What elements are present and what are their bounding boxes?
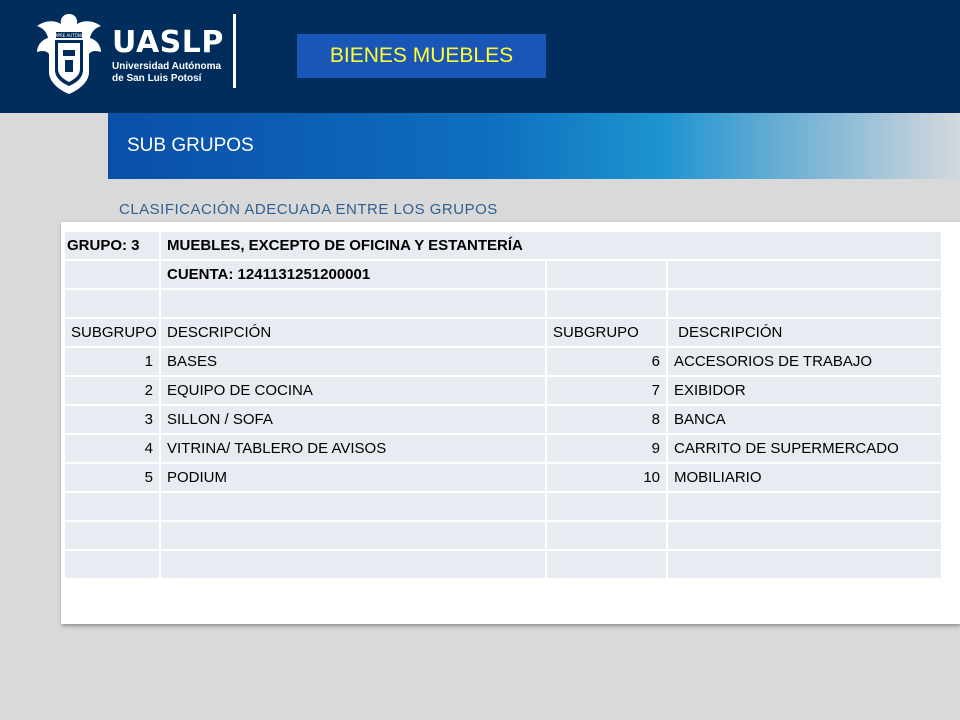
subgroup-description: CARRITO DE SUPERMERCADO — [667, 434, 942, 463]
subgroup-number: 4 — [64, 434, 160, 463]
logo-subtitle-line2: de San Luis Potosí — [112, 73, 202, 84]
table-row — [64, 347, 942, 376]
cuenta-label: CUENTA: 1241131251200001 — [160, 260, 546, 289]
subgroup-description: EQUIPO DE COCINA — [160, 376, 546, 405]
column-header-descripcion: DESCRIPCIÓN — [160, 318, 546, 347]
column-header-descripcion-2: DESCRIPCIÓN — [667, 318, 942, 347]
logo-name: UASLP — [112, 25, 224, 60]
group-label: GRUPO: 3 — [64, 231, 160, 260]
page-title: BIENES MUEBLES — [329, 44, 514, 67]
table-row — [64, 405, 942, 434]
subgroup-description: BASES — [160, 347, 546, 376]
table-row — [64, 463, 942, 492]
subgroup-description: PODIUM — [160, 463, 546, 492]
subgroup-number: 5 — [64, 463, 160, 492]
subgroup-number: 1 — [64, 347, 160, 376]
subgroup-number: 7 — [546, 376, 667, 405]
header-bar — [0, 0, 960, 113]
subgroups-table — [63, 230, 943, 580]
logo-divider — [233, 14, 236, 88]
table-row — [64, 376, 942, 405]
page-title-box — [297, 34, 546, 78]
subgroup-number: 9 — [546, 434, 667, 463]
empty-row — [64, 492, 942, 521]
section-subtitle: CLASIFICACIÓN ADECUADA ENTRE LOS GRUPOS — [119, 201, 498, 218]
empty-row — [64, 289, 942, 318]
subgroup-description: MOBILIARIO — [667, 463, 942, 492]
subgroup-number: 10 — [546, 463, 667, 492]
seal-banner-text: SIEMPRE AUTÓNOMA — [47, 33, 91, 38]
subgroup-number: 2 — [64, 376, 160, 405]
cuenta-row — [64, 260, 942, 289]
table-panel — [61, 222, 960, 624]
empty-row — [64, 521, 942, 550]
group-name: MUEBLES, EXCEPTO DE OFICINA Y ESTANTERÍA — [160, 231, 942, 260]
column-header-subgrupo-2: SUBGRUPO — [546, 318, 667, 347]
section-title: SUB GRUPOS — [127, 135, 254, 156]
subgroup-description: EXIBIDOR — [667, 376, 942, 405]
subgroup-description: BANCA — [667, 405, 942, 434]
subgroup-number: 6 — [546, 347, 667, 376]
section-band — [108, 113, 960, 179]
header-row — [64, 318, 942, 347]
subgroup-description: ACCESORIOS DE TRABAJO — [667, 347, 942, 376]
subgroup-description: SILLON / SOFA — [160, 405, 546, 434]
empty-row — [64, 550, 942, 579]
subgroup-number: 3 — [64, 405, 160, 434]
logo-wordmark — [112, 25, 224, 85]
subgroup-description: VITRINA/ TABLERO DE AVISOS — [160, 434, 546, 463]
column-header-subgrupo: SUBGRUPO — [64, 318, 160, 347]
group-row — [64, 231, 942, 260]
table-row — [64, 434, 942, 463]
logo-subtitle-line1: Universidad Autónoma — [112, 61, 222, 72]
uaslp-seal-icon — [33, 10, 105, 96]
subgroup-number: 8 — [546, 405, 667, 434]
